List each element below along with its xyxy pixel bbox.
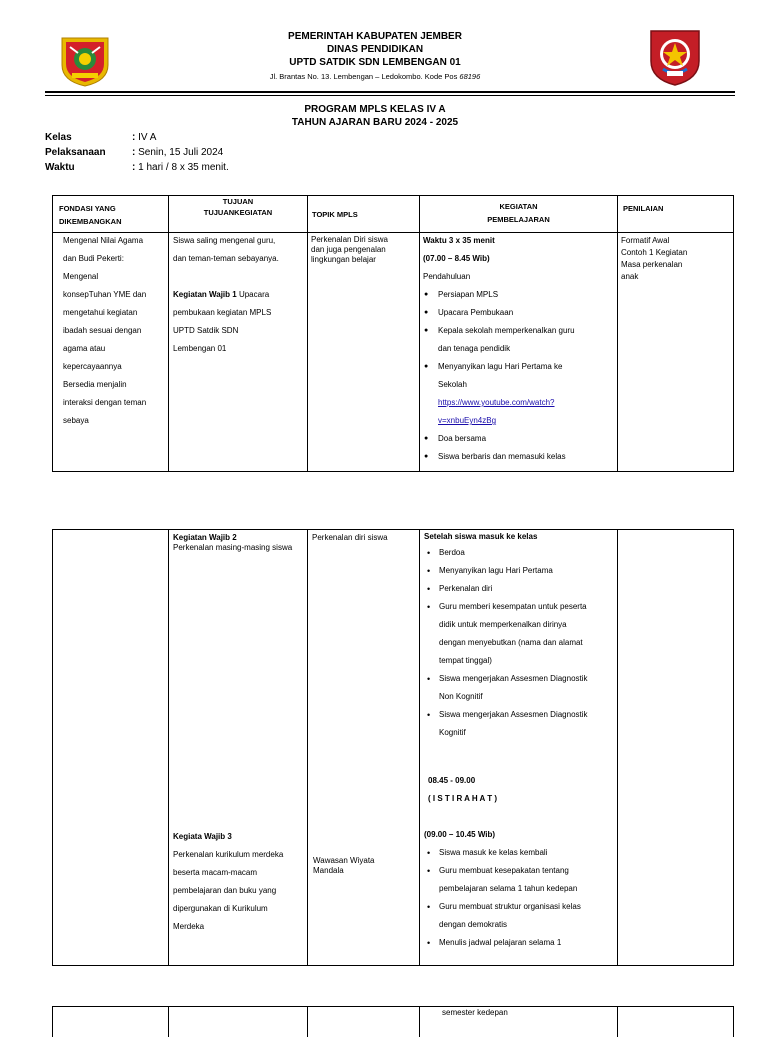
- list-item: • Guru membuat kesepakatan tentang pembelajaran selama 1 tahun kedepan: [424, 862, 618, 898]
- meta-waktu: Waktu : 1 hari / 8 x 35 menit.: [45, 162, 229, 173]
- meta-pelaksanaan: Pelaksanaan : Senin, 15 Juli 2024: [45, 147, 224, 158]
- list-item: • Guru memberi kesempatan untuk peserta didik untuk memperkenalkan dirinya dengan menyebutkan (nama dan alamat tempat tinggal): [424, 598, 618, 670]
- list-item: • Siswa masuk ke kelas kembali: [424, 844, 618, 862]
- header-penilaian: PENILAIAN: [623, 204, 664, 213]
- list-item: ● Kepala sekolah memperkenalkan guru dan tenaga pendidik: [423, 322, 617, 358]
- mpls-table-page2: [52, 529, 734, 966]
- header-rule-thick: [45, 91, 735, 93]
- topik-text: Perkenalan Diri siswa dan juga pengenalan lingkungan belajar: [311, 235, 388, 264]
- fondasi-text: Mengenal Nilai Agama dan Budi Pekerti: Mengenal konsepTuhan YME dan mengetahui kegiatan ibadah sesuai dengan agama atau kepercayaannya Bersedia menjalin interaksi dengan teman sebaya: [63, 236, 147, 425]
- list-item: ● Persiapan MPLS: [423, 286, 617, 304]
- header-line-department: DINAS PENDIDIKAN: [326, 44, 424, 55]
- list-item: ● Siswa berbaris dan memasuki kelas: [423, 448, 617, 466]
- school-logo: [645, 27, 705, 87]
- header-topik: TOPIK MPLS: [312, 210, 358, 219]
- list-item: • Menyanyikan lagu Hari Pertama: [424, 562, 618, 580]
- list-item: • Siswa mengerjakan Assesmen Diagnostik Non Kognitif: [424, 670, 618, 706]
- header-line-school: UPTD SATDIK SDN LEMBENGAN 01: [289, 57, 461, 68]
- mpls-table-page1: [52, 195, 734, 472]
- program-title: PROGRAM MPLS KELAS IV A: [304, 104, 446, 115]
- meta-kelas: Kelas : IV A: [45, 132, 157, 143]
- list-item: ● Doa bersama: [423, 430, 617, 448]
- academic-year-title: TAHUN AJARAN BARU 2024 - 2025: [291, 117, 459, 128]
- kegiatan-text: Waktu 3 x 35 menit (07.00 – 8.45 Wib) Pendahuluan ● Persiapan MPLS ● Upacara Pembukaan ● Kepala sekolah memperkenalkan guru dan tenaga pendidik ● Menyanyikan lagu Hari Pertama ke Sekolah https://www.youtube.com/watch? v=xnbuEyn4zBg ● Doa bersama ● Siswa berbaris dan memasuki kelas: [423, 232, 617, 466]
- list-item: ● Menyanyikan lagu Hari Pertama ke Sekolah https://www.youtube.com/watch? v=xnbuEyn4zBg: [423, 358, 617, 430]
- list-item: ● Upacara Pembukaan: [423, 304, 617, 322]
- topik-wawasan: Wawasan Wiyata Mandala: [313, 856, 375, 875]
- kegiatan-kelas: Setelah siswa masuk ke kelas • Berdoa • Menyanyikan lagu Hari Pertama • Perkenalan diri • Guru memberi kesempatan untuk peserta didik untuk memperkenalkan dirinya dengan menyebutkan (nama dan alamat tempat tinggal) • Siswa mengerjakan Assesmen Diagnostik Non Kognitif • Siswa mengerjakan Assesmen Diagnostik Kognitif: [424, 530, 618, 742]
- list-item: • Siswa mengerjakan Assesmen Diagnostik Kognitif: [424, 706, 618, 742]
- kegiatan-wajib-3: Kegiata Wajib 3 Perkenalan kurikulum merdeka beserta macam-macam pembelajaran dan buku yang dipergunakan di Kurikulum Merdeka: [173, 832, 284, 931]
- list-item: • Perkenalan diri: [424, 580, 618, 598]
- youtube-link-cont[interactable]: v=xnbuEyn4zBg: [438, 416, 497, 425]
- header-address: Jl. Brantas No. 13. Lembengan – Ledokombo. Kode Pos 68196: [269, 72, 481, 81]
- list-item: • Guru membuat struktur organisasi kelas dengan demokratis: [424, 898, 618, 934]
- youtube-link[interactable]: https://www.youtube.com/watch?: [438, 398, 555, 407]
- header-fondasi: FONDASI YANG DIKEMBANGKAN: [59, 204, 122, 226]
- header-kegiatan: KEGIATAN PEMBELAJARAN: [487, 202, 550, 224]
- list-item: • Menulis jadwal pelajaran selama 1: [424, 934, 618, 952]
- semester-text: semester kedepan: [442, 1008, 508, 1017]
- header-line-government: PEMERINTAH KABUPATEN JEMBER: [288, 31, 462, 42]
- kegiatan-wajib-2: Kegiatan Wajib 2 Perkenalan masing-masing siswa: [173, 533, 293, 552]
- topik-perkenalan: Perkenalan diri siswa: [312, 533, 388, 542]
- jember-regency-logo: [58, 35, 112, 87]
- istirahat-block: 08.45 - 09.00 ( I S T I R A H A T ): [428, 776, 498, 803]
- mpls-table-page3: [52, 1006, 734, 1037]
- meta-info: [45, 130, 229, 175]
- kegiatan-lanjutan: (09.00 – 10.45 Wib) • Siswa masuk ke kelas kembali • Guru membuat kesepakatan tentang pembelajaran selama 1 tahun kedepan • Guru membuat struktur organisasi kelas dengan demokratis • Menulis jadwal pelajaran selama 1: [424, 826, 618, 952]
- header-rule-thin: [45, 95, 735, 96]
- tujuan-text: Siswa saling mengenal guru, dan teman-teman sebayanya. Kegiatan Wajib 1 Upacara pembukaan kegiatan MPLS UPTD Satdik SDN Lembengan 01: [173, 236, 279, 353]
- list-item: • Berdoa: [424, 544, 618, 562]
- penilaian-text: Formatif Awal Contoh 1 Kegiatan Masa perkenalan anak: [621, 236, 688, 281]
- header-tujuan: TUJUAN TUJUANKEGIATAN: [203, 197, 273, 217]
